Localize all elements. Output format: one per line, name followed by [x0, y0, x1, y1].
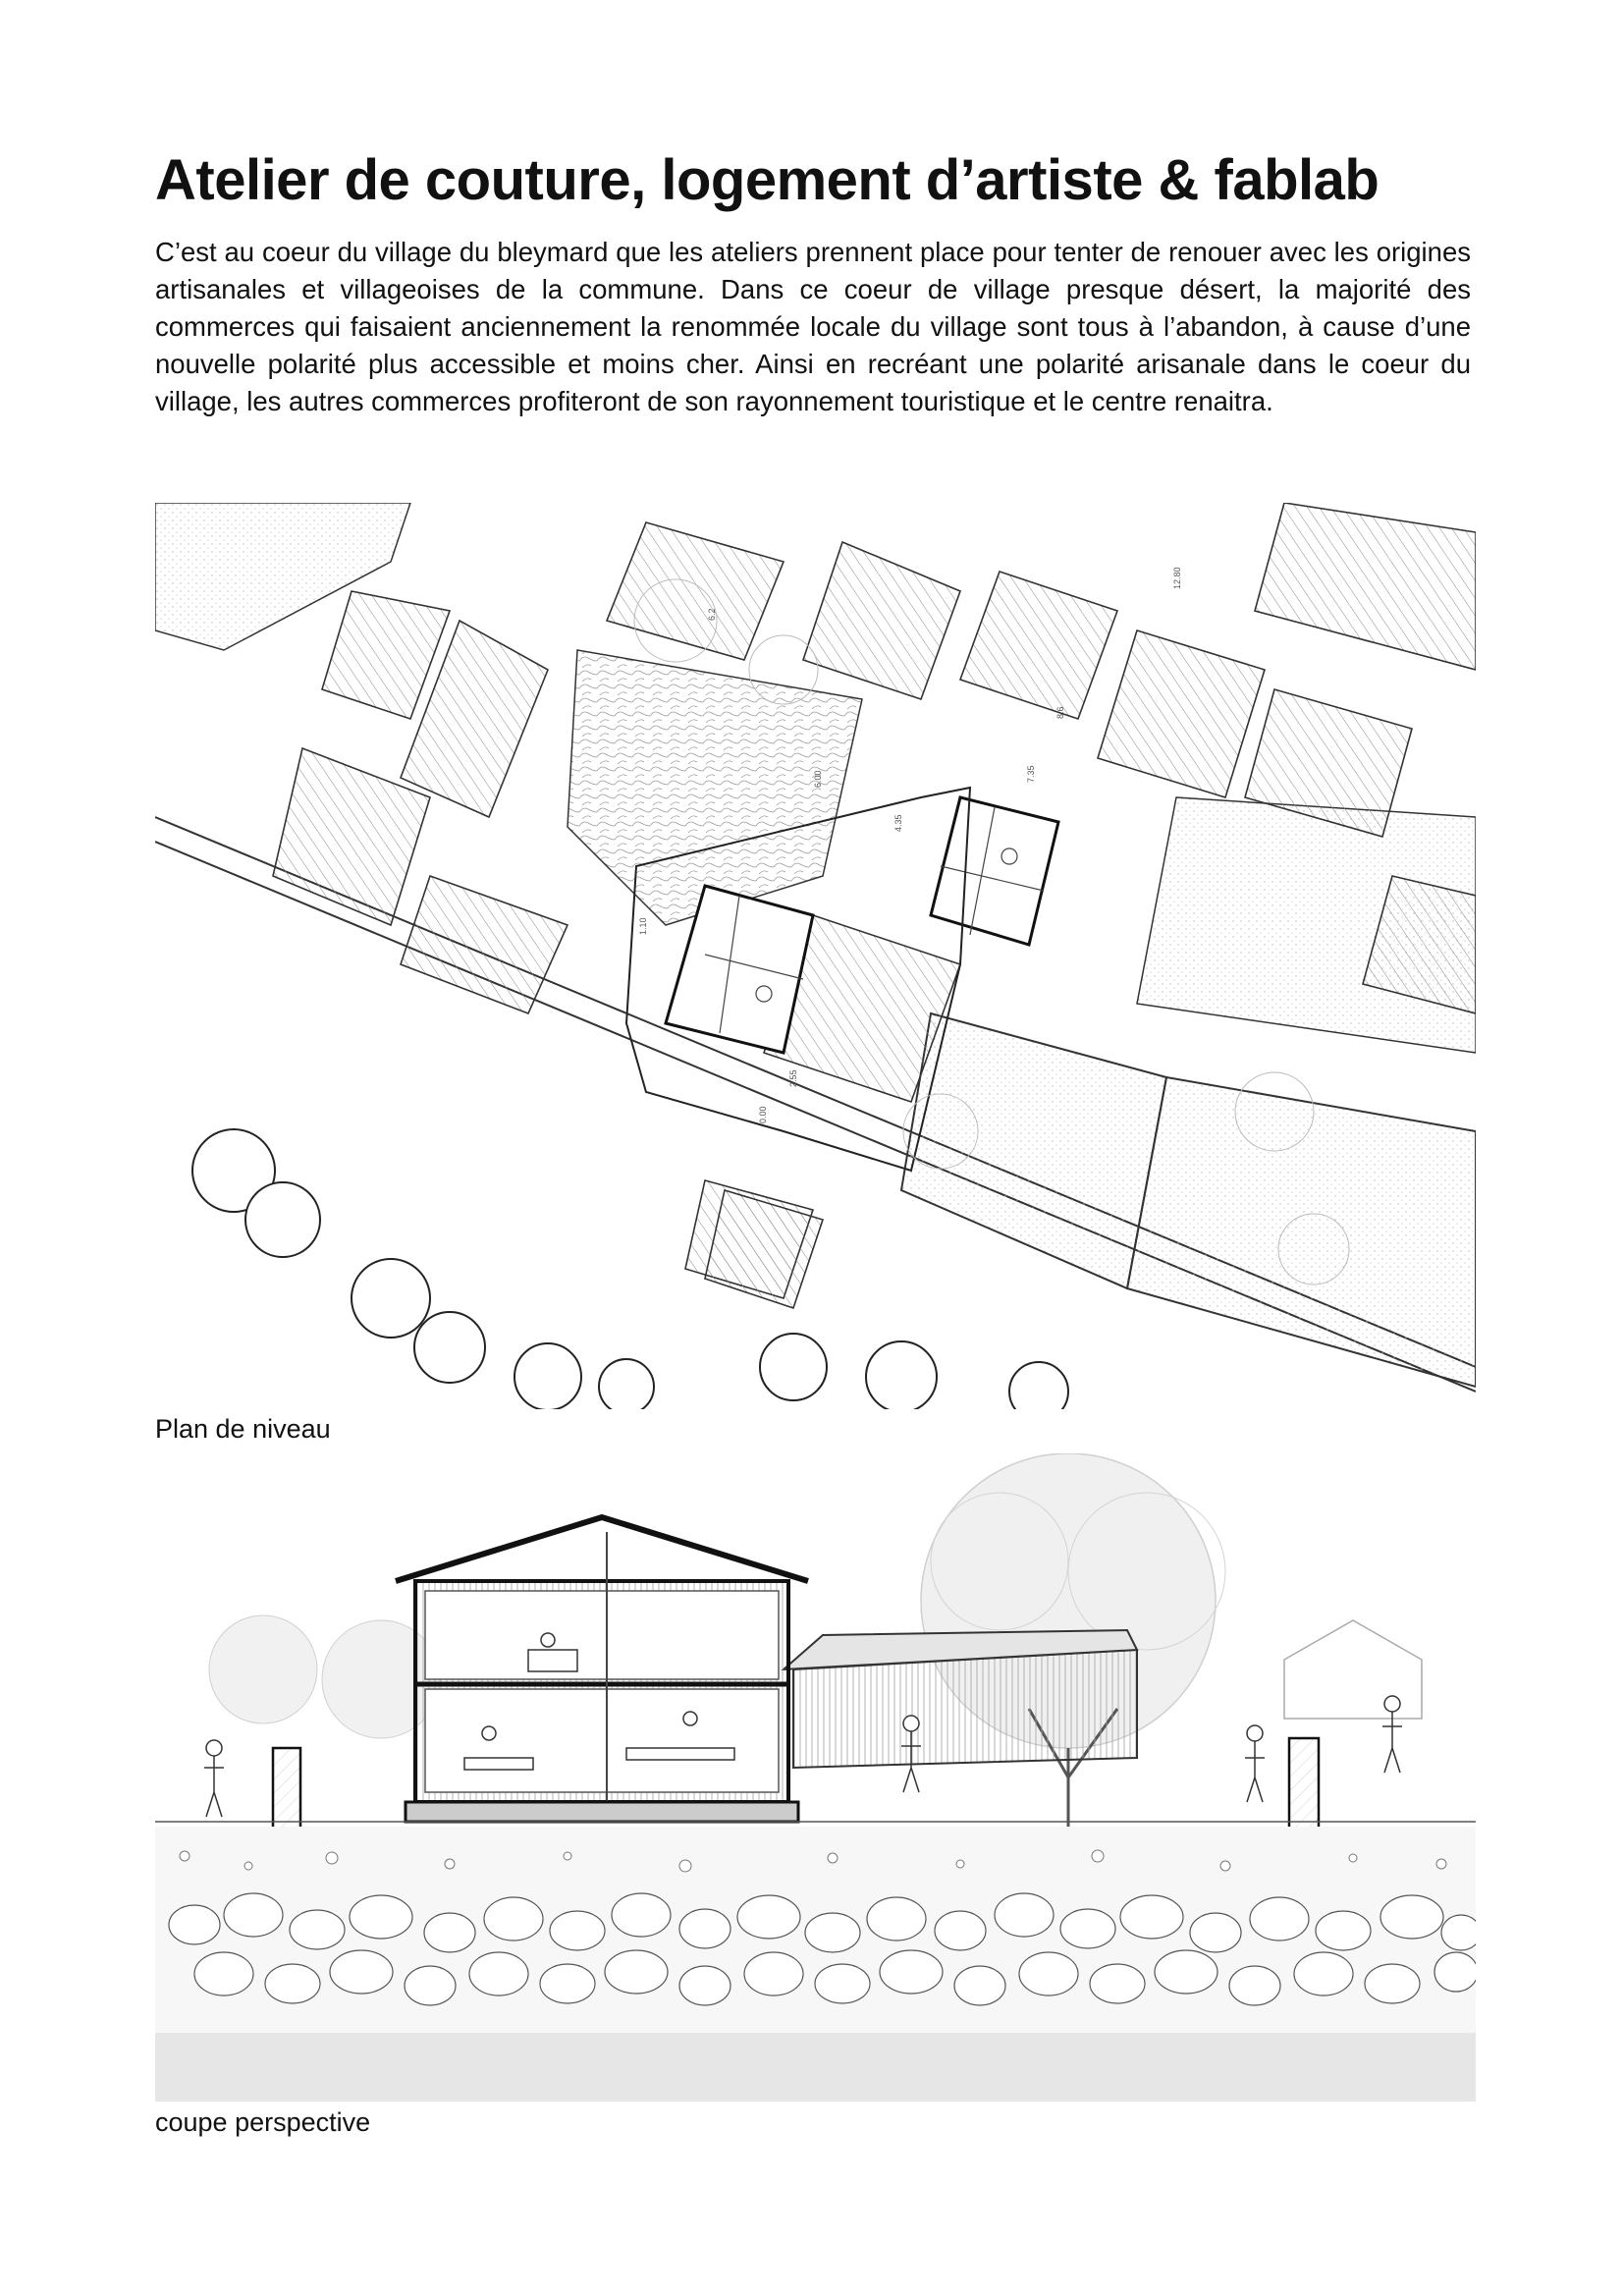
section-drawing [155, 1453, 1476, 2102]
dimension-label: 6.00 [813, 770, 823, 788]
plan-caption: Plan de niveau [155, 1414, 331, 1444]
intro-paragraph: C’est au coeur du village du bleymard que les ateliers prennent place pour tenter de renouer avec les origines artisanales et villageoises de la commune. Dans ce coeur de village presque désert, la majorité des commerces qui faisaient anciennement la renommée locale du village sont tous à l’abandon, à cause d’une nouvelle polarité plus accessible et moins cher. Ainsi en recréant une polarité arisanale dans le coeur du village, les autres commerces profiteront de son rayonnement touristique et le centre renaitra. [155, 237, 1471, 416]
dimension-label: 2.55 [788, 1069, 798, 1087]
section-svg [155, 1453, 1476, 2102]
dimension-label: 8.6 [1055, 706, 1065, 719]
dimension-label: 7.35 [1026, 765, 1036, 783]
page-title: Atelier de couture, logement d’artiste & fablab [155, 148, 1380, 212]
dimension-label: 4.35 [893, 814, 903, 832]
dimension-label: 1.10 [638, 917, 648, 935]
dimension-label: 12.80 [1172, 567, 1182, 589]
plan-drawing [155, 503, 1476, 1409]
dimension-label: 0.00 [758, 1106, 768, 1123]
section-caption: coupe perspective [155, 2107, 371, 2137]
plan-svg [155, 503, 1476, 1409]
dimension-label: 6.2 [707, 608, 717, 621]
